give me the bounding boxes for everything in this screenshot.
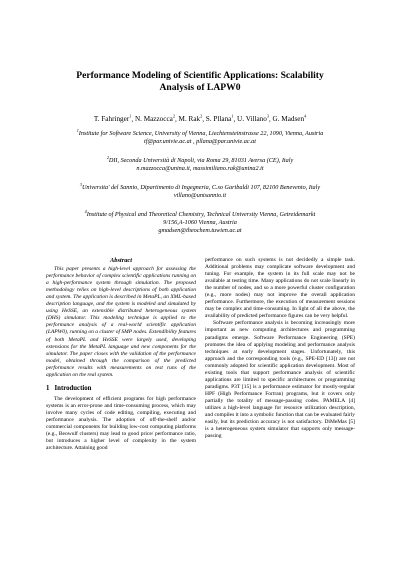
abstract-text: This paper presents a high-level approach for assessing the performance behavior of complex scientific applications running on a high-performance system through simulation. The proposed methodology relies on high-level descriptions of both application and system. The application is described in MetaPL, an XML-based description language, and the system is modeled and simulated by using HeSSE, an extensible distributed heterogeneous system (DHS) simulator. This modeling technique is applied to the performance analysis of a real-world scientific application (LAPW0), running on a cluster of SMP nodes. Extendibility features of both MetaPL and HeSSE were largely used, developing extensions for the MetaPL language and new components for the simulator. The paper closes with the validation of the performance model, obtained through the comparison of the predicted performance results with measurements on test runs of the application on the real system. [46, 266, 196, 378]
affiliation: $^3$Universita' del Sannio, Dipartimento di Ingegneria, C.so Garibaldi 107, 82100 Benevento, Italy villano@unisannio.it [40, 181, 360, 200]
affiliations [40, 127, 360, 243]
affiliation-email: tf@par.univie.ac.at , pllana@par.univie.ac.at [144, 138, 256, 146]
left-column [46, 257, 196, 452]
body-paragraph: performance on such systems is not decidedly a simple task. Additional problems may complicate software development and tuning. For example, the system in its full scale may not be available at testing time. Many applications do not scale linearly in the number of nodes, and so a more powerful cluster configuration (e.g., more nodes) may not improve the overall application performance. Furthermore, the execution of measurement sessions may be complex and time-consuming. In light of all the above, the availability of predicted performance figures can be very helpful. [205, 257, 355, 320]
affiliation: $^2$DII, Seconda Università di Napoli, via Roma 29, 81031 Aversa (CE), Italy n.mazzocca@unina.it, massimiliano.rak@unina2.it [40, 154, 360, 173]
paper-title [40, 70, 360, 94]
title-line-1: Performance Modeling of Scientific Applications: Scalability [76, 70, 324, 81]
intro-paragraph: The development of efficient programs for high performance systems is an error-prone and time-consuming process, which may involve many cycles of code editing, compiling, executing and performance analysis. The adoption of off-the-shelf and/or commercial components for building low-cost computing platforms (e.g., Beowulf clusters) may lead to good price/ performance ratio, but introduces a higher level of complexity in the system architecture. Attaining good [46, 395, 196, 452]
affiliation: $^1$Institute for Software Science, University of Vienna, Liechtensteinstrasse 22, 1090, Vienna, Austria tf@par.univie.ac.at , pllana@par.univie.ac.at [40, 127, 360, 146]
affiliation: $^4$Institute of Physical and Theoretical Chemistry, Technical University Vienna, Getreidemarkt 9/156,A-1060 Vienna, Austria gmadsen@theochem.tuwien.ac.at [40, 208, 360, 235]
author: S. Pllana$^1$ [205, 114, 234, 124]
right-column [205, 257, 355, 440]
author: T. Fahringer$^1$ [93, 114, 132, 124]
body-paragraph: Software performance analysis is becoming increasingly more important as new computing architectures and programming paradigms emerge. Software Performance Engineering (SPE) promotes the idea of applying modeling and performance analysis techniques at early development stages. Unfortunately, this approach and the corresponding tools (e.g., SPE-ED [13]) are not commonly adopted for scientific application development. Most of existing tools that support performance analysis of scientific applications are limited to specific architectures or programming paradigms. P3T [15] is a performance estimator for mostly-regular HPF (High Performance Fortran) programs, but it covers only partially the totality of message-passing codes. PAMELA [4] utilizes a high-level language for resource utilization description, and compiles it into a symbolic function that can be evaluated fairly easily, but its prediction accuracy is not satisfactory. DiMeMas [5] is a heterogeneous system simulator that supports only message-passing [205, 320, 355, 440]
author: N. Mazzocca$^2$ [134, 114, 175, 124]
author: M. Rak$^2$ [178, 114, 203, 124]
title-line-2: Analysis of LAPW0 [159, 82, 241, 93]
author-list: T. Fahringer$^1$, N. Mazzocca$^2$, M. Rak$^2$, S. Pllana$^1$, U. Villano$^3$, G. Madsen$^4$ [93, 114, 307, 124]
section-heading: 1 Introduction [46, 384, 92, 392]
author: U. Villano$^3$ [237, 114, 269, 124]
affiliation-email: villano@unisannio.it [173, 192, 227, 200]
affiliation-email: n.mazzocca@unina.it, massimiliano.rak@unina2.it [136, 165, 264, 173]
author: G. Madsen$^4$ [272, 114, 307, 124]
affiliation-email: gmadsen@theochem.tuwien.ac.at [158, 227, 242, 235]
abstract-heading: Abstract [109, 257, 132, 264]
